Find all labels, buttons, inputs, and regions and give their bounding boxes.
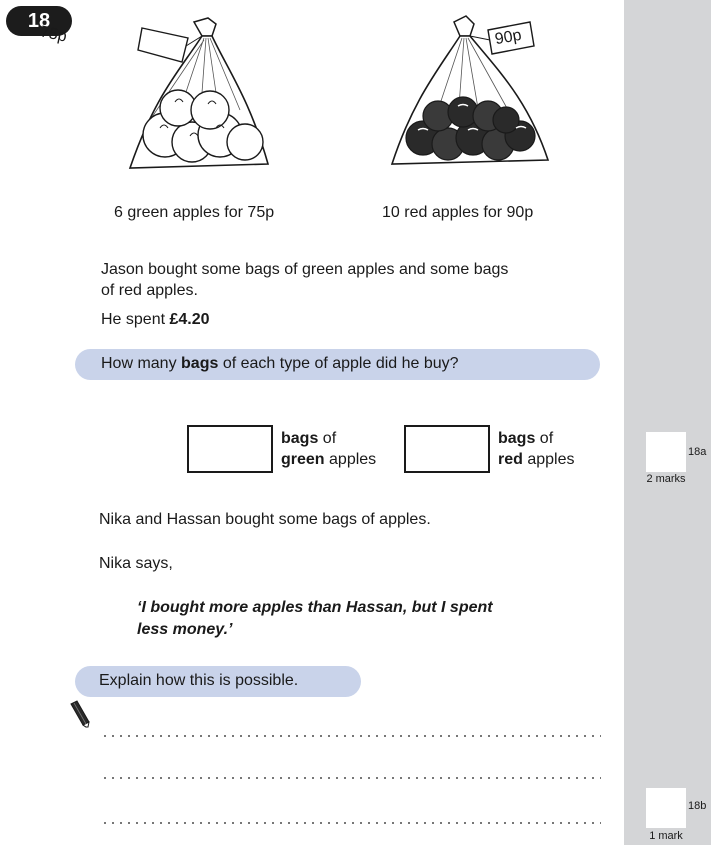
mark-count-18b: 1 mark (649, 830, 683, 842)
answer-line-1[interactable] (101, 735, 601, 737)
price-tag-red: 90p (493, 26, 523, 49)
price-tag-green: 75p (38, 23, 69, 46)
answer-line-3[interactable] (101, 822, 601, 824)
question-number: 18 (6, 6, 72, 36)
intro-line-2: of red apples. (101, 282, 198, 299)
question-a-prefix: How many (101, 355, 177, 372)
red-bags-label: bags of red apples (498, 430, 575, 468)
mark-id-18a: 18a (688, 446, 707, 458)
green-bags-label: bags of green apples (281, 430, 377, 468)
mark-box-18b[interactable] (646, 788, 686, 828)
mark-box-18a[interactable] (646, 432, 686, 472)
green-apple-bag-icon (120, 10, 285, 175)
red-apple-bag-icon (388, 10, 553, 175)
green-bag-caption: 6 green apples for 75p (114, 204, 275, 221)
part-b-intro: Nika and Hassan bought some bags of apples. (99, 511, 431, 528)
marking-margin (624, 0, 711, 845)
intro-line-1: Jason bought some bags of green apples and some bags (101, 261, 509, 278)
mark-count-18a: 2 marks (646, 473, 686, 485)
spent-amount: £4.20 (169, 311, 210, 328)
pencil-icon (68, 700, 92, 733)
red-bags-answer-box[interactable] (404, 425, 490, 473)
spent-prefix: He spent (101, 311, 166, 328)
answer-line-2[interactable] (101, 777, 601, 779)
nika-says: Nika says, (99, 555, 173, 572)
nika-quote: ‘I bought more apples than Hassan, but I spent less money.’ (137, 599, 493, 638)
question-a-suffix: of each type of apple did he buy? (222, 355, 459, 372)
green-bags-answer-box[interactable] (187, 425, 273, 473)
question-a-prompt (75, 349, 600, 380)
red-bag-caption: 10 red apples for 90p (382, 204, 534, 221)
question-b-prompt: Explain how this is possible. (75, 666, 361, 697)
question-a-bold: bags (181, 355, 219, 372)
mark-id-18b: 18b (688, 800, 707, 812)
amount-spent (101, 309, 210, 330)
